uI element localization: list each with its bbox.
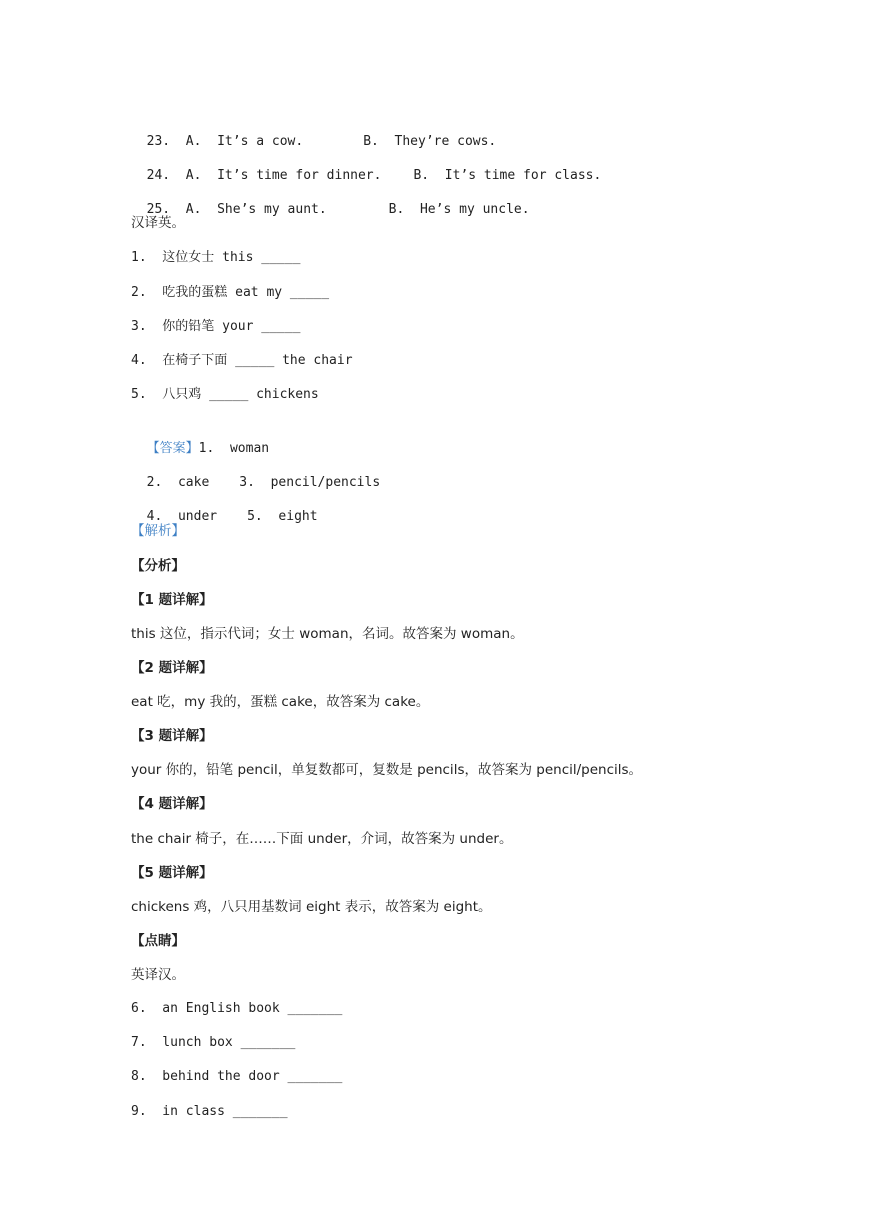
detail-text: this 这位，指示代词；女士 woman，名词。故答案为 woman。 xyxy=(131,626,524,642)
question-item: 1. 这位女士 this _____ xyxy=(131,250,301,265)
answer-line xyxy=(131,487,318,524)
question-item: 3. 你的铅笔 your _____ xyxy=(131,319,301,334)
answer-line xyxy=(131,453,381,490)
detail-text: eat 吃，my 我的，蛋糕 cake，故答案为 cake。 xyxy=(131,694,430,710)
detail-text: the chair 椅子，在……下面 under，介词，故答案为 under。 xyxy=(131,831,513,847)
question-item: 7. lunch box _______ xyxy=(131,1035,296,1050)
dianjing-heading: 【点睛】 xyxy=(131,933,185,949)
question-item: 5. 八只鸡 _____ chickens xyxy=(131,387,319,402)
answer-item: 3. pencil/pencils xyxy=(239,475,381,490)
question-item: 2. 吃我的蛋糕 eat my _____ xyxy=(131,285,330,300)
answer-item: 5. eight xyxy=(247,509,318,524)
option-b: B. They’re cows. xyxy=(363,134,497,149)
question-25 xyxy=(131,180,530,217)
detail-text: chickens 鸡，八只用基数词 eight 表示，故答案为 eight。 xyxy=(131,899,492,915)
option-a: 25. A. She’s my aunt. xyxy=(146,202,327,217)
answer-item: 1. woman xyxy=(198,441,270,456)
analysis-heading: 【分析】 xyxy=(131,558,185,574)
detail-text: your 你的，铅笔 pencil，单复数都可，复数是 pencils，故答案为 pencil/pencils。 xyxy=(131,762,643,778)
question-item: 4. 在椅子下面 _____ the chair xyxy=(131,353,353,368)
answer-tag: 【答案】 xyxy=(146,441,199,456)
question-item: 8. behind the door _______ xyxy=(131,1069,343,1084)
analysis-tag: 【解析】 xyxy=(131,523,185,539)
detail-title: 【5 题详解】 xyxy=(131,865,213,881)
answer-item: 2. cake xyxy=(146,475,210,490)
option-b: B. It’s time for class. xyxy=(413,168,602,183)
detail-title: 【3 题详解】 xyxy=(131,728,213,744)
answer-line xyxy=(131,419,270,456)
section-heading-cn-en: 汉译英。 xyxy=(131,215,185,231)
section-heading-en-cn: 英译汉。 xyxy=(131,967,185,983)
detail-title: 【4 题详解】 xyxy=(131,796,213,812)
question-item: 9. in class _______ xyxy=(131,1104,288,1119)
option-b: B. He’s my uncle. xyxy=(388,202,530,217)
option-a: 23. A. It’s a cow. xyxy=(146,134,304,149)
detail-title: 【2 题详解】 xyxy=(131,660,213,676)
question-23 xyxy=(131,112,497,149)
detail-title: 【1 题详解】 xyxy=(131,592,213,608)
question-24 xyxy=(131,146,602,183)
question-item: 6. an English book _______ xyxy=(131,1001,343,1016)
option-a: 24. A. It’s time for dinner. xyxy=(146,168,382,183)
answer-item: 4. under xyxy=(146,509,218,524)
